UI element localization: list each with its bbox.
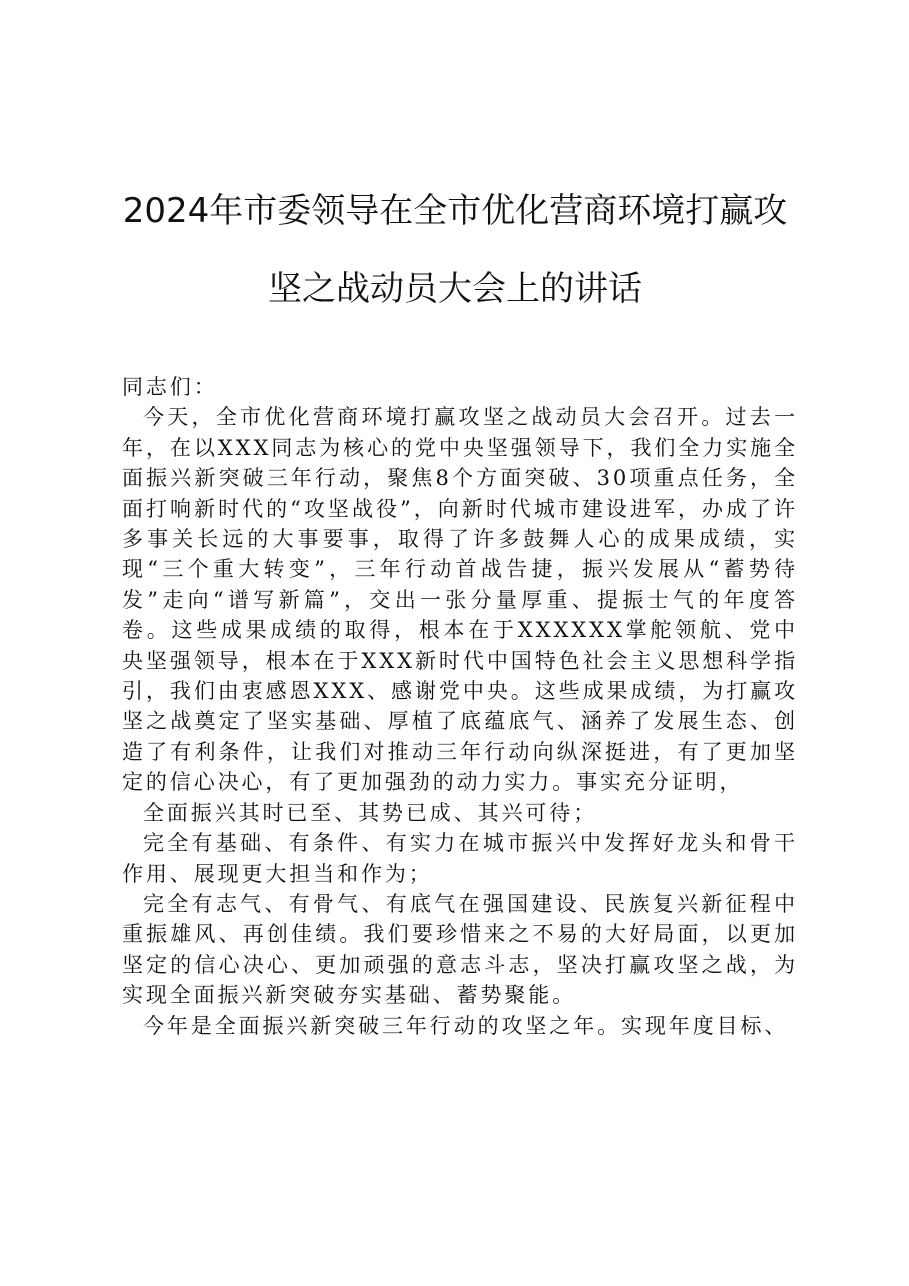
paragraph-1: 今天，全市优化营商环境打赢攻坚之战动员大会召开。过去一年，在以XXX同志为核心的党中央坚强领导下，我们全力实施全面振兴新突破三年行动，聚焦8个方面突破、30项重点任务，全面打响新时代的“攻坚战役”，向新时代城市建设进军，办成了许多事关长远的大事要事，取得了许多鼓舞人心的成果成绩，实现“三个重大转变”，三年行动首战告捷，振兴发展从“蓄势待发”走向“谱写新篇”，交出一张分量厚重、提振士气的年度答卷。这些成果成绩的取得，根本在于XXXXXX掌舵领航、党中央坚强领导，根本在于XXX新时代中国特色社会主义思想科学指引，我们由衷感恩XXX、感谢党中央。这些成果成绩，为打赢攻坚之战奠定了坚实基础、厚植了底蕴底气、涵养了发展生态、创造了有利条件，让我们对推动三年行动向纵深挺进，有了更加坚定的信心决心，有了更加强劲的动力实力。事实充分证明， bbox=[122, 405, 798, 795]
salutation: 同志们： bbox=[122, 375, 218, 399]
paragraph-2: 全面振兴其时已至、其势已成、其兴可待； bbox=[143, 800, 598, 825]
paragraph-5: 今年是全面振兴新突破三年行动的攻坚之年。实现年度目标、 bbox=[143, 1013, 789, 1038]
document-title bbox=[110, 172, 800, 328]
paragraph-3: 完全有基础、有条件、有实力在城市振兴中发挥好龙头和骨干作用、展现更大担当和作为； bbox=[122, 831, 798, 886]
title-line-1: 2024年市委领导在全市优化营商环境打赢攻 bbox=[122, 191, 788, 231]
document-body bbox=[122, 372, 798, 1041]
title-line-2: 坚之战动员大会上的讲话 bbox=[268, 269, 642, 309]
paragraph-4: 完全有志气、有骨气、有底气在强国建设、民族复兴新征程中重振雄风、再创佳绩。我们要珍惜来之不易的大好局面，以更加坚定的信心决心、更加顽强的意志斗志，坚决打赢攻坚之战，为实现全面振兴新突破夯实基础、蓄势聚能。 bbox=[122, 891, 798, 1008]
